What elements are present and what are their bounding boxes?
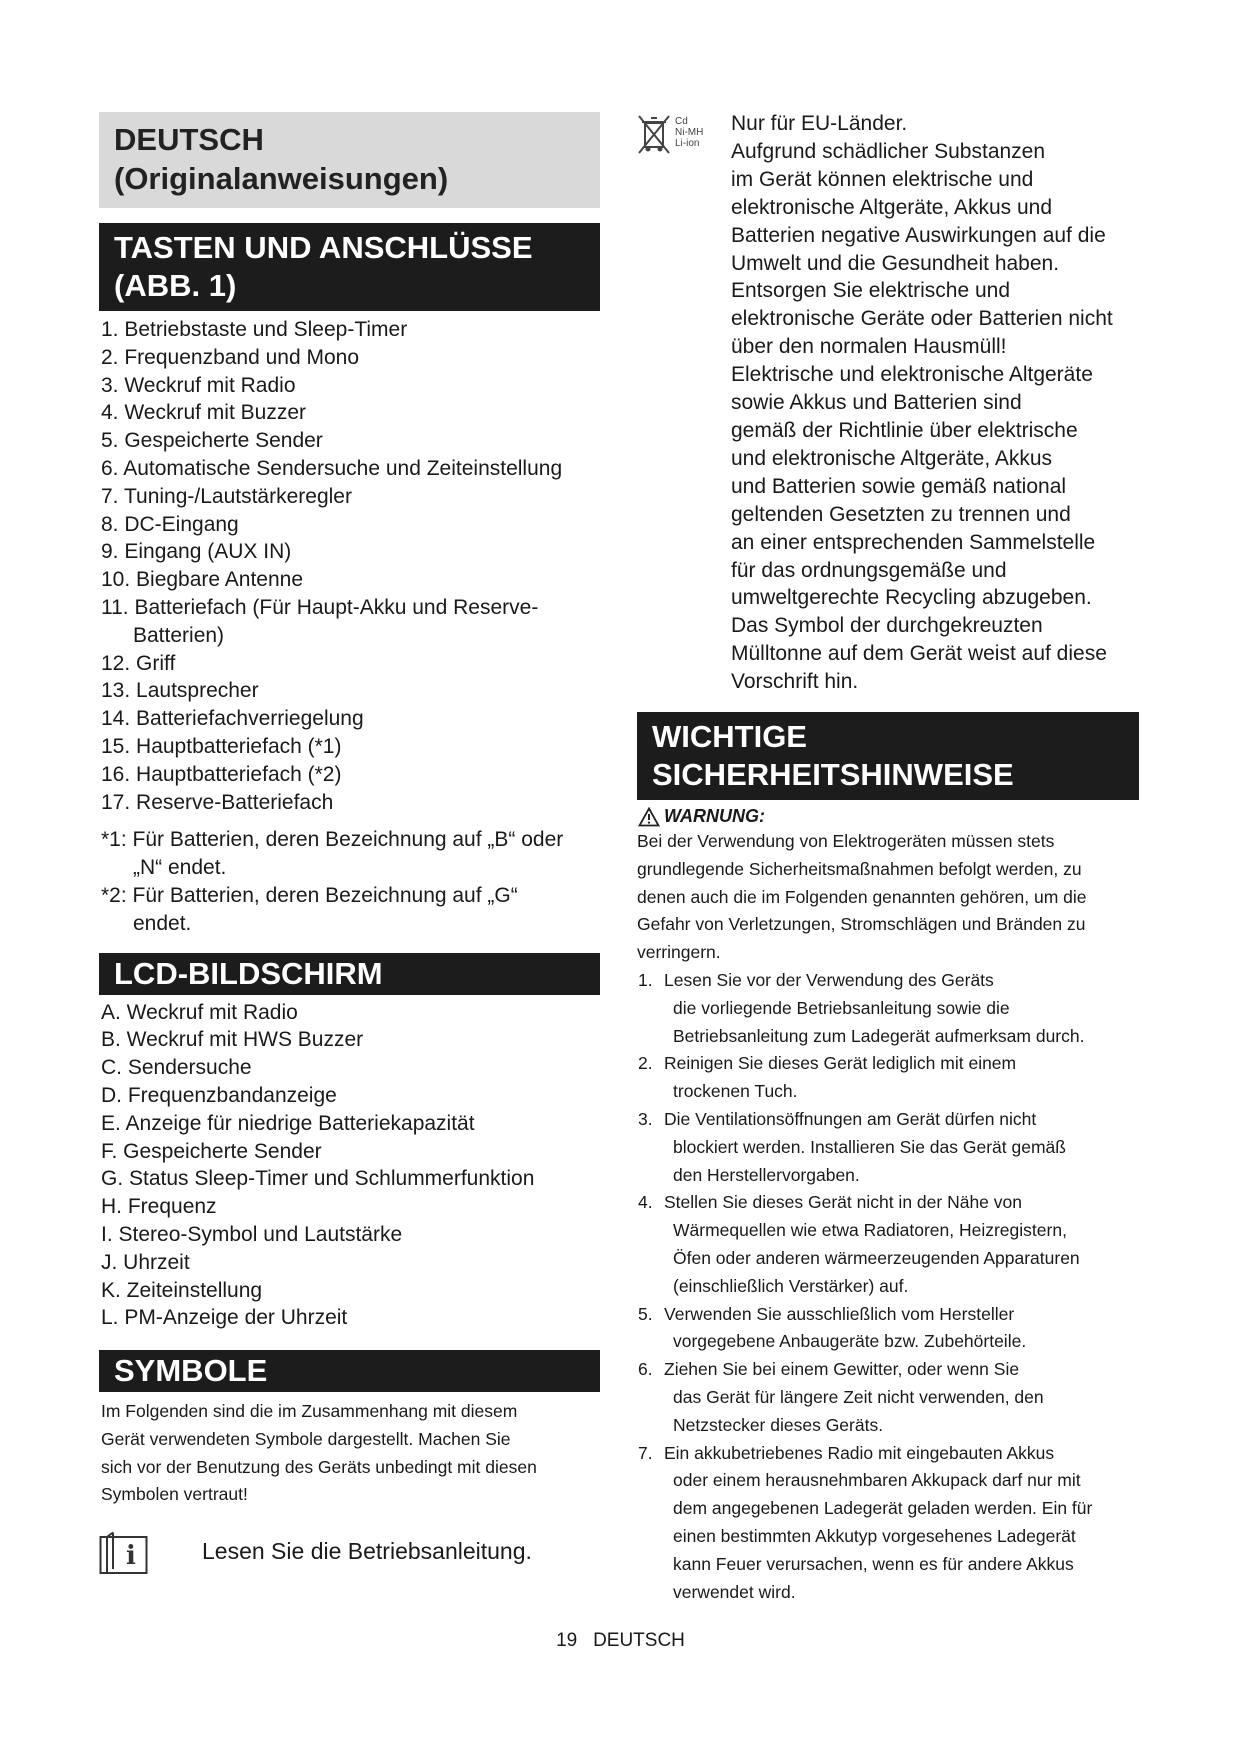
text-line: Entsorgen Sie elektrische und [731,279,1010,303]
symbols-intro [99,1398,600,1509]
warning-intro [637,828,1145,967]
text-line: Aufgrund schädlicher Substanzen [731,139,1046,163]
rule-line: Öfen oder anderen wärmeerzeugenden Apparaturen [673,1247,1080,1268]
rule-line: Wärmequellen wie etwa Radiatoren, Heizregistern, [673,1220,1067,1241]
rule-number: 3. [638,1109,653,1129]
text-line: Gefahr von Verletzungen, Stromschlägen und Bränden zu [637,914,1086,935]
text-line: umweltgerechte Recycling abzugeben. [731,586,1092,610]
text-line: über den normalen Hausmüll! [731,335,1007,359]
list-item: F. Gespeicherte Sender [101,1139,322,1163]
rule-line: Betriebsanleitung zum Ladegerät aufmerksam durch. [673,1025,1085,1046]
list-item: 3. Weckruf mit Radio [101,373,296,397]
title-line-1: DEUTSCH [114,122,264,157]
read-manual-icon [99,1531,155,1575]
list-item: G. Status Sleep-Timer und Schlummerfunktion [101,1167,535,1191]
list-item: 10. Biegbare Antenne [101,568,304,592]
rule-line: vorgegebene Anbaugeräte bzw. Zubehörteile. [673,1331,1027,1352]
text-line: Mülltonne auf dem Gerät weist auf diese [731,642,1107,666]
list-item: B. Weckruf mit HWS Buzzer [101,1028,364,1052]
rule-number: 2. [638,1053,653,1074]
section-heading-line: SICHERHEITSHINWEISE [652,757,1014,793]
rule-number: 4. [638,1192,653,1213]
rule-line: Ein akkubetriebenes Radio mit eingebauten Akkus [664,1442,1055,1463]
rule-number: 1. [638,970,653,991]
rule-line: (einschließlich Verstärker) auf. [673,1275,909,1296]
text-line: Nur für EU-Länder. [731,112,908,135]
text-line: elektronische Altgeräte, Akkus und [731,195,1053,219]
list-item: L. PM-Anzeige der Uhrzeit [101,1306,348,1330]
section-heading-symbols: SYMBOLE [99,1350,600,1392]
list-item: 8. DC-Eingang [101,512,239,536]
page-footer [0,1630,1241,1652]
rule-line: dem angegebenen Ladegerät geladen werden. Ein für [673,1498,1093,1519]
rule-line: kann Feuer verursachen, wenn es für andere Akkus [673,1553,1074,1574]
rule-line: Ziehen Sie bei einem Gewitter, oder wenn Sie [664,1359,1020,1380]
rule-line: Reinigen Sie dieses Gerät lediglich mit einem [664,1053,1017,1074]
list-item: A. Weckruf mit Radio [101,1000,298,1024]
list-item: E. Anzeige für niedrige Batteriekapazität [101,1111,475,1135]
text-line: verringern. [637,942,721,963]
list-item [637,1356,1145,1439]
list-item: 14. Batteriefachverriegelung [101,707,364,731]
text-line: Im Folgenden sind die im Zusammenhang mit diesem [101,1401,518,1422]
list-item: C. Sendersuche [101,1056,252,1080]
text-line: an einer entsprechenden Sammelstelle [731,530,1096,554]
list-item [637,1301,1145,1357]
list-item: H. Frequenz [101,1195,217,1219]
text-line: denen auch die im Folgenden genannten gehören, um die [637,886,1087,907]
text-line: grundlegende Sicherheitsmaßnahmen befolgt werden, zu [637,858,1082,879]
list-item: 11. Batteriefach (Für Haupt-Akku und Reserve- [101,595,539,619]
list-item: 13. Lautsprecher [101,679,259,703]
list-item [637,1440,1145,1607]
text-line: Bei der Verwendung von Elektrogeräten müssen stets [637,831,1055,852]
list-item: Batterien) [133,623,225,647]
list-item: 2. Frequenzband und Mono [101,345,360,369]
page-number: 19 [556,1630,578,1651]
list-item [637,1189,1145,1300]
left-column [99,112,600,1575]
rule-number: 7. [638,1442,653,1463]
warning-triangle-icon [638,807,660,827]
text-line: geltenden Gesetzten zu trennen und [731,502,1071,526]
eu-disposal-text [731,110,1145,696]
text-line: Gerät verwendeten Symbole dargestellt. Machen Sie [101,1428,511,1449]
battery-chem-labels [675,116,703,149]
warning-text: WARNUNG: [664,806,765,827]
rule-number: 6. [638,1359,653,1380]
rule-line: trockenen Tuch. [673,1081,798,1102]
section-heading-buttons [99,223,600,311]
list-item: 7. Tuning-/Lautstärkeregler [101,484,352,508]
weee-block [637,110,1145,696]
section-heading-safety [637,712,1139,800]
rule-line: den Herstellervorgaben. [673,1164,860,1185]
footnote-2: *2: Für Batterien, deren Bezeichnung auf „G“ [101,883,518,907]
text-line: Batterien negative Auswirkungen auf die [731,223,1106,247]
list-item [637,967,1145,1050]
cd-label: Cd [675,116,688,127]
nimh-label: Ni-MH [675,127,704,138]
list-item: 16. Hauptbatteriefach (*2) [101,762,342,786]
list-item: K. Zeiteinstellung [101,1278,263,1302]
text-line: für das ordnungsgemäße und [731,558,1007,582]
list-item: 4. Weckruf mit Buzzer [101,401,306,425]
section-heading-line: (ABB. 1) [114,268,237,303]
text-line: Elektrische und elektronische Altgeräte [731,363,1093,387]
footnote-1-cont: „N“ endet. [133,856,227,880]
symbol-row-manual [99,1531,600,1575]
text-line: sowie Akkus und Batterien sind [731,391,1022,415]
footer-language: DEUTSCH [593,1630,685,1651]
list-item: 12. Griff [101,651,176,675]
rule-line: verwendet wird. [673,1581,796,1602]
section-heading-line: TASTEN UND ANSCHLÜSSE [114,230,533,265]
list-item: J. Uhrzeit [101,1250,190,1274]
list-item [637,1050,1145,1106]
list-item: 15. Hauptbatteriefach (*1) [101,734,342,758]
text-line: und elektronische Altgeräte, Akkus [731,446,1053,470]
rule-line: das Gerät für längere Zeit nicht verwenden, den [673,1386,1044,1407]
list-item: D. Frequenzbandanzeige [101,1083,337,1107]
title-line-2: (Originalanweisungen) [114,161,449,196]
rule-line: oder einem herausnehmbaren Akkupack darf nur mit [673,1470,1081,1491]
safety-rules-list [637,967,1145,1606]
rule-line: Verwenden Sie ausschließlich vom Hersteller [664,1303,1015,1324]
footnotes [99,826,600,937]
lcd-list [99,999,600,1333]
text-line: Das Symbol der durchgekreuzten [731,614,1043,638]
rule-line: Lesen Sie vor der Verwendung des Geräts [664,970,994,991]
right-column [637,110,1145,1606]
section-heading-line: WICHTIGE [652,719,807,755]
rule-line: Netzstecker dieses Geräts. [673,1414,884,1435]
text-line: gemäß der Richtlinie über elektrische [731,418,1078,442]
list-item: 17. Reserve-Batteriefach [101,790,334,814]
svg-text:i: i [126,1541,136,1572]
list-item: I. Stereo-Symbol und Lautstärke [101,1222,403,1246]
rule-line: Stellen Sie dieses Gerät nicht in der Nähe von [664,1192,1022,1213]
rule-line: die vorliegende Betriebsanleitung sowie die [673,997,1010,1018]
text-line: Symbolen vertraut! [101,1484,248,1505]
list-item: 5. Gespeicherte Sender [101,429,323,453]
text-line: im Gerät können elektrische und [731,167,1034,191]
rule-line: einen bestimmten Akkutyp vorgesehenes Ladegerät [673,1525,1076,1546]
text-line: und Batterien sowie gemäß national [731,474,1067,498]
text-line: elektronische Geräte oder Batterien nicht [731,307,1113,331]
footnote-1: *1: Für Batterien, deren Bezeichnung auf „B“ oder [101,828,564,852]
buttons-list [99,316,600,816]
text-line: Vorschrift hin. [731,670,859,694]
text-line: sich vor der Benutzung des Geräts unbedingt mit diesen [101,1456,537,1477]
crossed-bin-icon [636,113,674,157]
liion-label: Li-ion [675,138,700,149]
list-item: 9. Eingang (AUX IN) [101,540,292,564]
list-item: 6. Automatische Sendersuche und Zeiteinstellung [101,456,563,480]
list-item: 1. Betriebstaste und Sleep-Timer [101,318,408,341]
warning-label [637,806,1145,828]
text-line: Umwelt und die Gesundheit haben. [731,251,1060,275]
rule-line: Die Ventilationsöffnungen am Gerät dürfen nicht [664,1109,1037,1129]
list-item [637,1106,1145,1189]
page-title [99,112,600,208]
rule-line: blockiert werden. Installieren Sie das Gerät gemäß [673,1136,1066,1157]
section-heading-lcd: LCD-BILDSCHIRM [99,953,600,995]
read-manual-text: Lesen Sie die Betriebsanleitung. [202,1538,532,1565]
footnote-2-cont: endet. [133,911,192,935]
rule-number: 5. [638,1303,653,1324]
